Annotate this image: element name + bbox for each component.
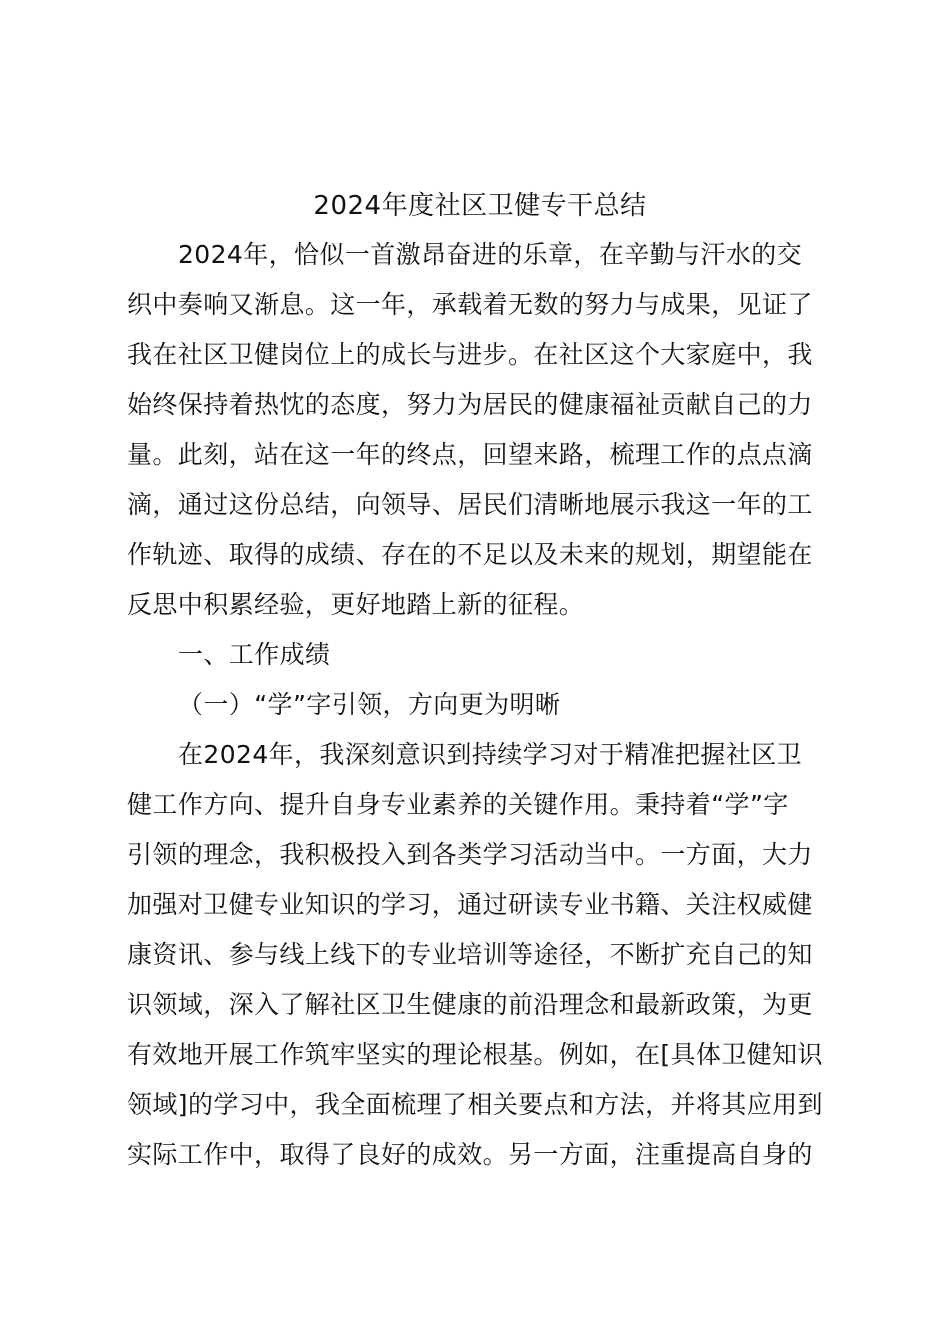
body-line-2: 健工作方向、提升自身专业素养的关键作用。秉持着“学”字	[127, 790, 789, 819]
body-line-9: 实际工作中，取得了良好的成效。另一方面，注重提高自身的	[127, 1140, 813, 1169]
intro-line-6: 滴，通过这份总结，向领导、居民们清晰地展示我这一年的工	[127, 490, 813, 519]
document-title: 2024年度社区卫健专干总结	[313, 191, 647, 221]
intro-line-4: 始终保持着热忱的态度，努力为居民的健康福祉贡献自己的力	[127, 390, 813, 419]
body-line-4: 加强对卫健专业知识的学习，通过研读专业书籍、关注权威健	[127, 890, 813, 919]
intro-line-3: 我在社区卫健岗位上的成长与进步。在社区这个大家庭中，我	[127, 340, 813, 369]
intro-line-1: 2024年，恰似一首激昂奋进的乐章，在辛勤与汗水的交	[178, 240, 803, 269]
subsection-heading: （一）“学”字引领，方向更为明晰	[178, 690, 561, 719]
body-line-5: 康资讯、参与线上线下的专业培训等途径，不断扩充自己的知	[127, 940, 813, 969]
intro-line-5: 量。此刻，站在这一年的终点，回望来路，梳理工作的点点滴	[127, 440, 813, 469]
section-heading: 一、工作成绩	[178, 640, 331, 669]
intro-line-2: 织中奏响又渐息。这一年，承载着无数的努力与成果，见证了	[127, 290, 813, 319]
body-line-6: 识领域，深入了解社区卫生健康的前沿理念和最新政策，为更	[127, 990, 813, 1019]
intro-line-7: 作轨迹、取得的成绩、存在的不足以及未来的规划，期望能在	[127, 540, 813, 569]
body-line-1: 在2024年，我深刻意识到持续学习对于精准把握社区卫	[178, 740, 803, 769]
intro-line-8: 反思中积累经验，更好地踏上新的征程。	[127, 590, 585, 619]
body-line-7: 有效地开展工作筑牢坚实的理论根基。例如，在[具体卫健知识	[127, 1040, 823, 1069]
body-line-8: 领域]的学习中，我全面梳理了相关要点和方法，并将其应用到	[127, 1090, 823, 1119]
body-line-3: 引领的理念，我积极投入到各类学习活动当中。一方面，大力	[127, 840, 813, 869]
